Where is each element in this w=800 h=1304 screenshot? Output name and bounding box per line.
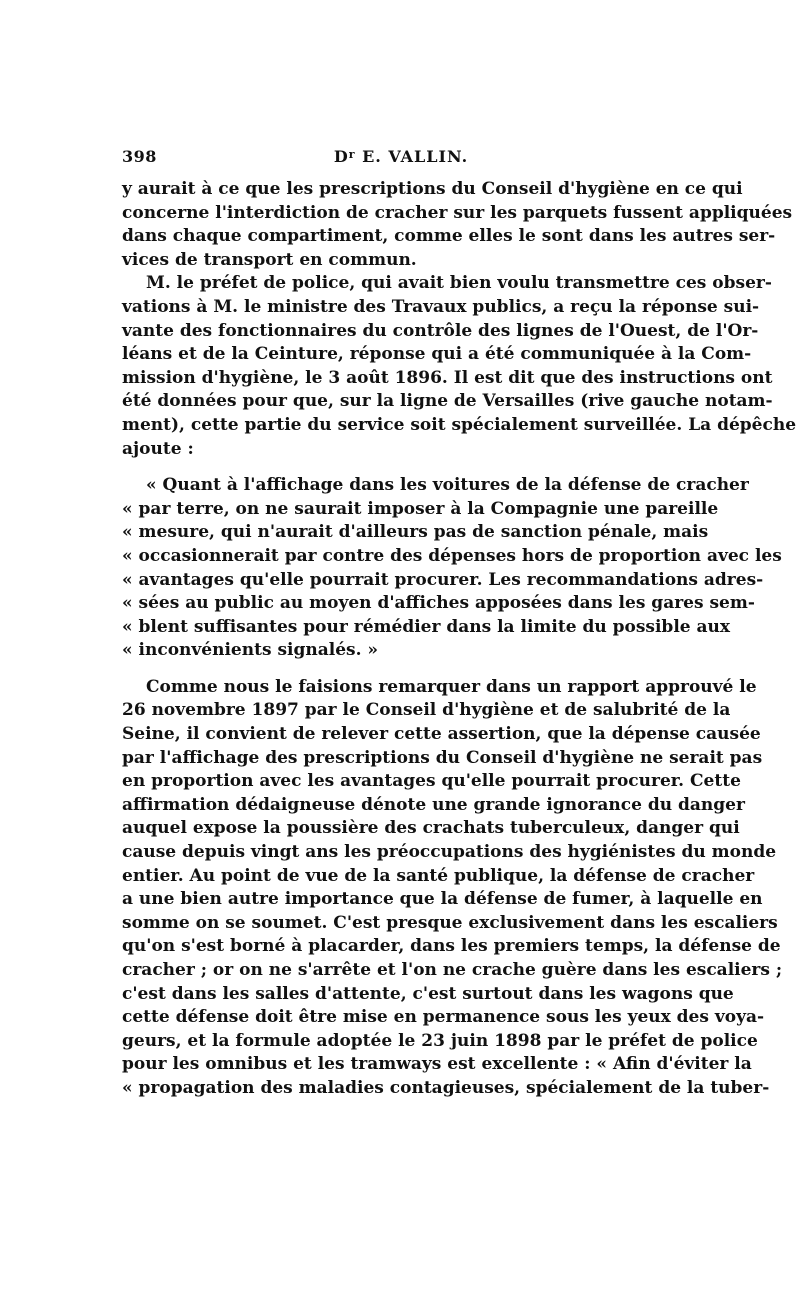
- author-name: E. VALLIN.: [355, 147, 469, 166]
- text-line: « sées au public au moyen d'affiches apposées dans les gares sem-: [122, 593, 755, 614]
- paragraph-gap: [122, 663, 680, 676]
- text-line: ment), cette partie du service soit spécialement surveillée. La dépêche: [122, 414, 797, 435]
- text-line: vations à M. le ministre des Travaux publics, a reçu la réponse sui-: [122, 296, 760, 317]
- text-line: Comme nous le faisions remarquer dans un rapport approuvé le: [146, 676, 757, 697]
- text-line: geurs, et la formule adoptée le 23 juin 1898 par le préfet de police: [122, 1030, 758, 1051]
- text-line: « Quant à l'affichage dans les voitures de la défense de cracher: [146, 475, 749, 496]
- text-line: Seine, il convient de relever cette assertion, que la dépense causée: [122, 724, 761, 745]
- text-line: cause depuis vingt ans les préoccupations des hygiénistes du monde: [122, 842, 777, 863]
- paragraph-prefet-response: [122, 272, 797, 461]
- paragraph-continuation: [122, 178, 793, 272]
- text-line: affirmation dédaigneuse dénote une grande ignorance du danger: [122, 794, 745, 815]
- text-line: dans chaque compartiment, comme elles le sont dans les autres ser-: [122, 226, 776, 247]
- text-line: pour les omnibus et les tramways est excellente : « Afin d'éviter la: [122, 1054, 752, 1075]
- text-line: a une bien autre importance que la défense de fumer, à laquelle en: [122, 889, 763, 910]
- text-line: « occasionnerait par contre des dépenses hors de proportion avec les: [122, 545, 782, 566]
- text-line: somme on se soumet. C'est presque exclusivement dans les escaliers: [122, 912, 778, 933]
- text-line: cette défense doit être mise en permanence sous les yeux des voya-: [122, 1007, 765, 1028]
- page-number: 398: [122, 147, 157, 166]
- text-line: « inconvénients signalés. »: [122, 640, 379, 661]
- page-header: [122, 147, 680, 171]
- text-line: entier. Au point de vue de la santé publique, la défense de cracher: [122, 865, 755, 886]
- text-line: « mesure, qui n'aurait d'ailleurs pas de sanction pénale, mais: [122, 522, 709, 543]
- text-line: été données pour que, sur la ligne de Versailles (rive gauche notam-: [122, 391, 773, 412]
- text-line: y aurait à ce que les prescriptions du Conseil d'hygiène en ce qui: [122, 179, 743, 199]
- author-superscript: r: [348, 148, 356, 161]
- running-head: [122, 147, 680, 166]
- text-line: auquel expose la poussière des crachats tuberculeux, danger qui: [122, 818, 740, 839]
- page-body: [122, 178, 797, 1101]
- text-line: par l'affichage des prescriptions du Conseil d'hygiène ne serait pas: [122, 747, 763, 768]
- text-line: mission d'hygiène, le 3 août 1896. Il est dit que des instructions ont: [122, 367, 773, 388]
- text-line: « blent suffisantes pour rémédier dans la limite du possible aux: [122, 616, 731, 637]
- text-line: qu'on s'est borné à placarder, dans les premiers temps, la défense de: [122, 936, 781, 957]
- text-line: vices de transport en commun.: [122, 249, 417, 270]
- text-line: ajoute :: [122, 438, 194, 459]
- paragraph-gap: [122, 461, 680, 474]
- text-line: cracher ; or on ne s'arrête et l'on ne crache guère dans les escaliers ;: [122, 960, 783, 980]
- text-line: M. le préfet de police, qui avait bien voulu transmettre ces obser-: [146, 273, 772, 294]
- text-line: vante des fonctionnaires du contrôle des lignes de l'Ouest, de l'Or-: [122, 320, 759, 341]
- text-line: « par terre, on ne saurait imposer à la Compagnie une pareille: [122, 498, 719, 519]
- text-line: concerne l'interdiction de cracher sur les parquets fussent appliquées: [122, 202, 793, 223]
- text-line: « avantages qu'elle pourrait procurer. Les recommandations adres-: [122, 569, 764, 590]
- paragraph-quotation: [122, 474, 782, 663]
- author-prefix: D: [333, 147, 349, 166]
- text-line: en proportion avec les avantages qu'elle pourrait procurer. Cette: [122, 771, 741, 792]
- text-line: « propagation des maladies contagieuses, spécialement de la tuber-: [122, 1077, 770, 1098]
- text-line: léans et de la Ceinture, réponse qui a été communiquée à la Com-: [122, 344, 752, 365]
- paragraph-commentary: [122, 676, 783, 1101]
- text-line: c'est dans les salles d'attente, c'est surtout dans les wagons que: [122, 983, 734, 1004]
- text-line: 26 novembre 1897 par le Conseil d'hygiène et de salubrité de la: [122, 700, 731, 721]
